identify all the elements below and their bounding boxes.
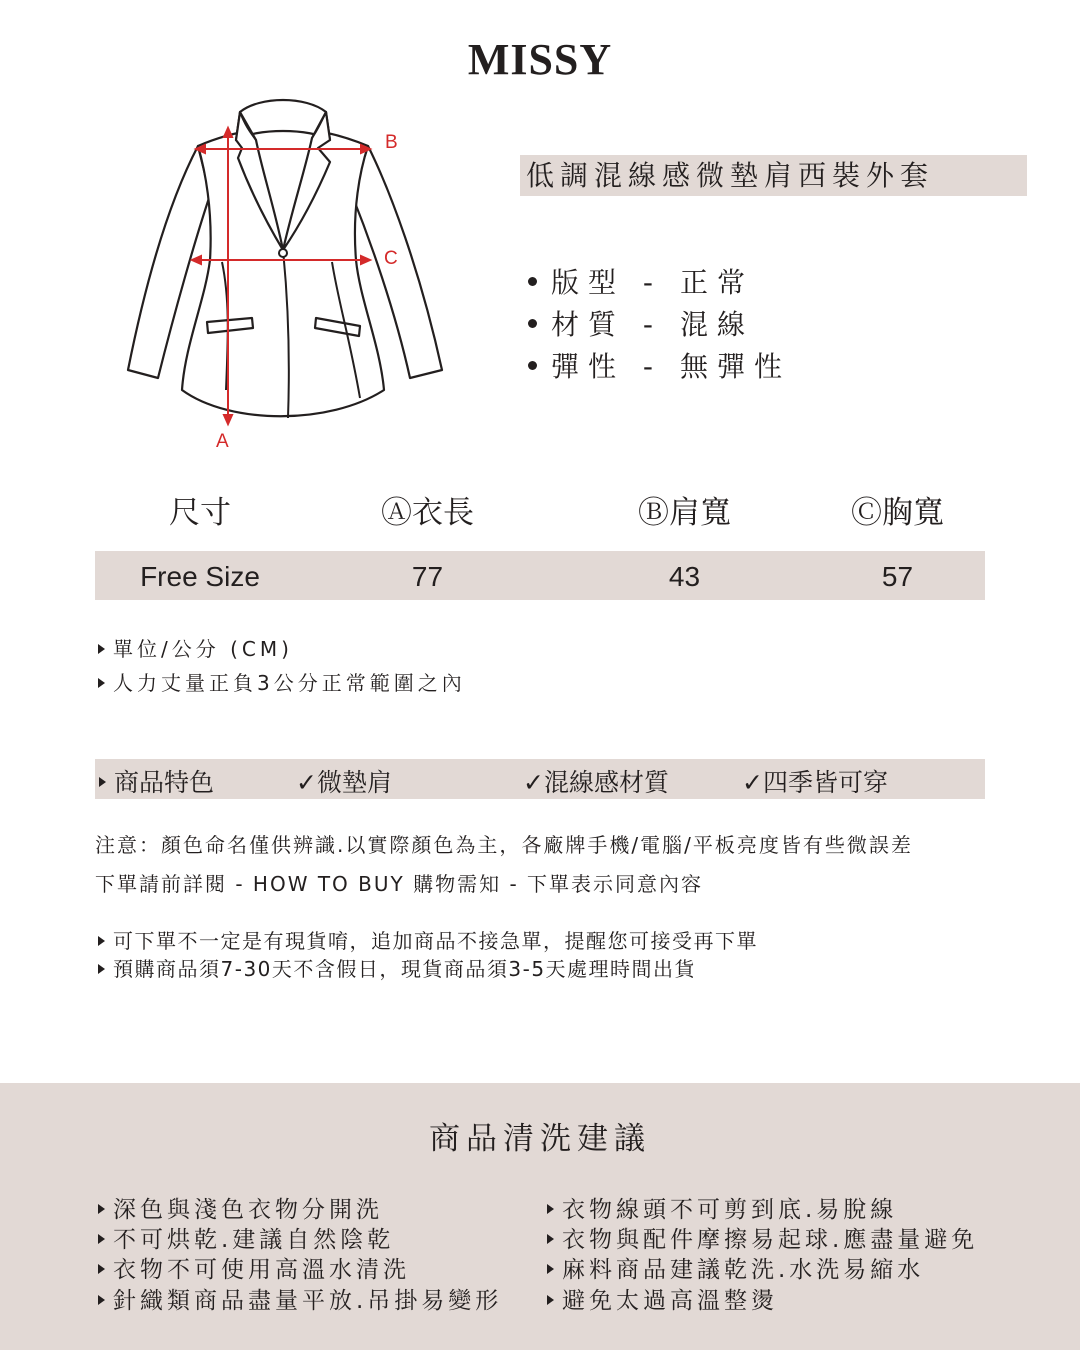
jacket-measurement-diagram [110, 90, 470, 460]
spec-item-material: 材質 - 混線 [528, 303, 754, 343]
triangle-bullet-icon [98, 678, 105, 688]
order-note: 預購商品須7-30天不含假日，現貨商品須3-5天處理時間出貨 [98, 953, 696, 982]
triangle-bullet-icon [547, 1204, 554, 1214]
color-notice: 注意：顏色命名僅供辨識.以實際顏色為主，各廠牌手機/電腦/平板亮度皆有些微誤差 [95, 833, 913, 857]
size-header-length: Ⓐ衣長 [381, 495, 474, 531]
bullet-icon [528, 361, 537, 370]
care-item: 衣物線頭不可剪到底.易脫線 [547, 1191, 897, 1224]
triangle-bullet-icon [98, 644, 105, 654]
triangle-bullet-icon [547, 1264, 554, 1274]
spec-item-elasticity: 彈性 - 無彈性 [528, 345, 791, 385]
order-notice: 下單請前詳閱 - HOW TO BUY 購物需知 - 下單表示同意內容 [95, 872, 704, 896]
product-name: 低調混線感微墊肩西裝外套 [520, 155, 1027, 196]
spec-item-fit: 版型 - 正常 [528, 261, 754, 301]
triangle-bullet-icon [547, 1234, 554, 1244]
size-cell-length: 77 [411, 561, 444, 592]
measure-note: 人力丈量正負3公分正常範圍之內 [98, 667, 466, 696]
size-cell-shoulder: 43 [668, 561, 701, 592]
care-item: 深色與淺色衣物分開洗 [98, 1191, 383, 1224]
bullet-icon [528, 319, 537, 328]
order-note: 可下單不一定是有現貨唷，追加商品不接急單，提醒您可接受再下單 [98, 925, 758, 954]
care-item: 衣物不可使用高溫水清洗 [98, 1251, 410, 1284]
triangle-bullet-icon [547, 1295, 554, 1305]
triangle-bullet-icon [99, 777, 106, 787]
care-item: 避免太過高溫整燙 [547, 1282, 778, 1315]
feature-item: ✓混線感材質 [523, 768, 669, 797]
measure-label-c: C [384, 248, 398, 269]
triangle-bullet-icon [98, 936, 105, 946]
triangle-bullet-icon [98, 1264, 105, 1274]
feature-item: ✓微墊肩 [296, 768, 392, 797]
care-item: 衣物與配件摩擦易起球.應盡量避免 [547, 1221, 978, 1254]
measure-label-a: A [216, 431, 229, 452]
size-cell-chest: 57 [881, 561, 914, 592]
measure-label-b: B [385, 132, 398, 153]
care-title: 商品清洗建議 [429, 1121, 651, 1157]
triangle-bullet-icon [98, 1234, 105, 1244]
triangle-bullet-icon [98, 964, 105, 974]
triangle-bullet-icon [98, 1204, 105, 1214]
measure-note: 單位/公分 (CM) [98, 633, 293, 662]
size-header-shoulder: Ⓑ肩寬 [638, 495, 731, 531]
features-label: 商品特色 [99, 763, 214, 799]
size-header-size: 尺寸 [169, 495, 231, 531]
brand-logo: MISSY [467, 35, 613, 84]
care-item: 麻料商品建議乾洗.水洗易縮水 [547, 1251, 924, 1284]
size-header-chest: Ⓒ胸寬 [851, 495, 944, 531]
care-item: 不可烘乾.建議自然陰乾 [98, 1221, 394, 1254]
bullet-icon [528, 277, 537, 286]
triangle-bullet-icon [98, 1295, 105, 1305]
care-item: 針織類商品盡量平放.吊掛易變形 [98, 1282, 502, 1315]
feature-item: ✓四季皆可穿 [742, 768, 888, 797]
size-cell-size: Free Size [140, 561, 260, 592]
